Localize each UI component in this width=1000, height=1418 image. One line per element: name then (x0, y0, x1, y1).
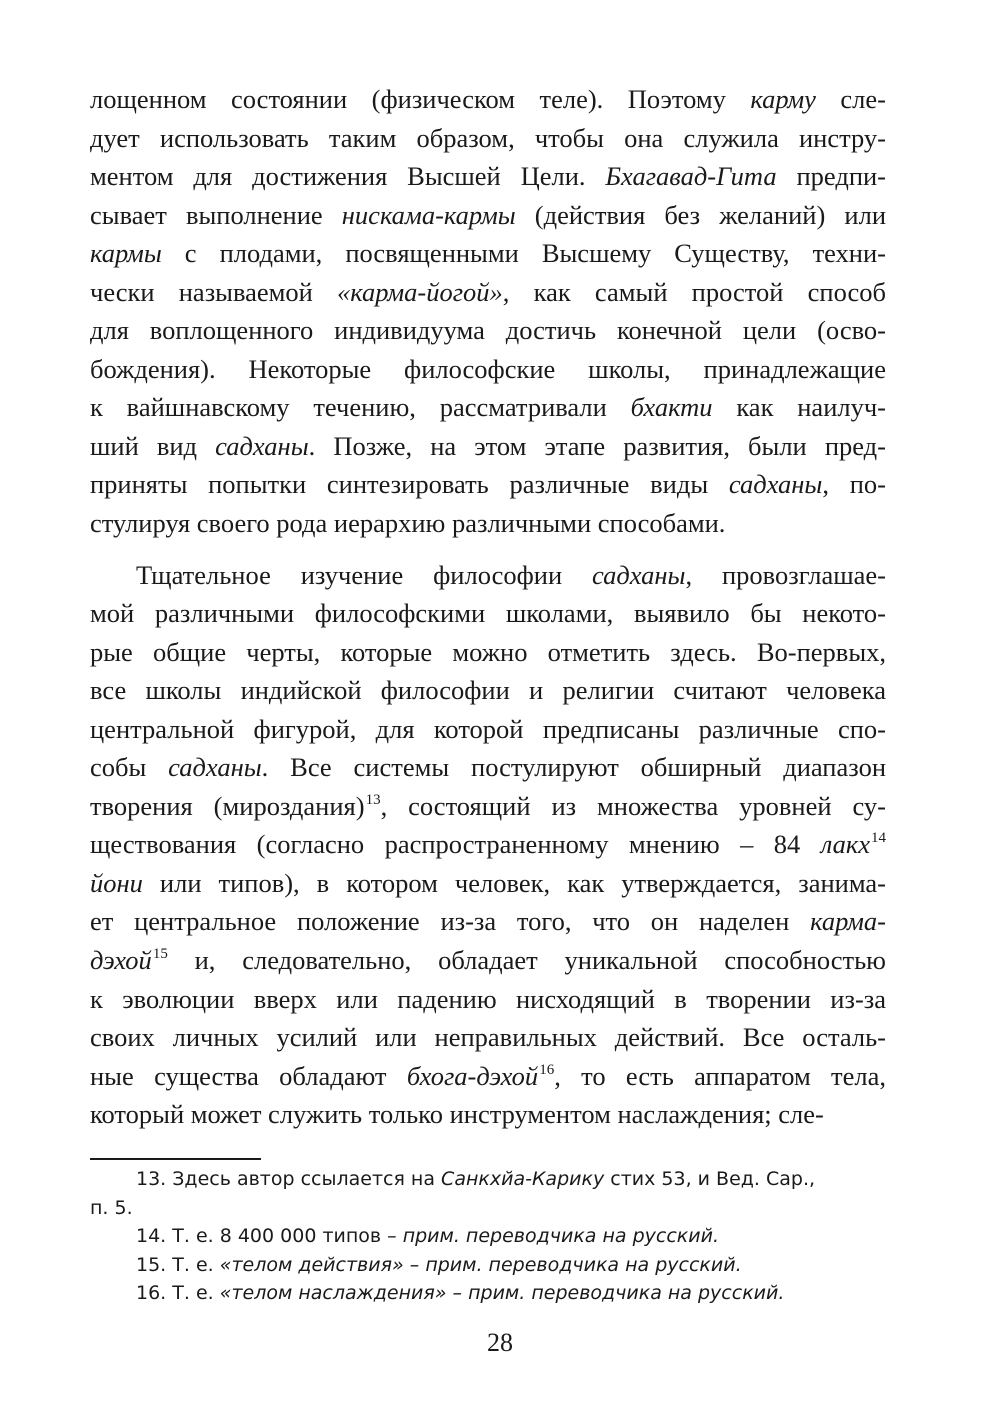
paragraph-1 (90, 80, 886, 543)
italic-term: йони (90, 867, 143, 898)
main-text (90, 80, 886, 1134)
paragraph-2 (90, 556, 886, 1134)
text-line: ментом для достижения Высшей Цели. Бхагавад-Гита предпи- (90, 161, 886, 192)
text-line: бождения). Некоторые философские школы, принадлежащие (90, 353, 886, 384)
footnote-separator (90, 1158, 261, 1160)
text-line: ществования (согласно распространенному мнению – 84 лакх$^{14}$ (90, 829, 886, 860)
italic-term: лакх (820, 829, 870, 860)
text-line: лощенном состоянии (физическом теле). Поэтому карму сле- (90, 84, 886, 114)
italic-term: «телом наслаждения» – прим. переводчика на русский. (219, 1282, 785, 1304)
text-line: своих личных усилий или неправильных действий. Все осталь- (90, 1022, 886, 1053)
text-line: к эволюции вверх или падению нисходящий в творении из-за (90, 983, 886, 1014)
italic-term: садханы (215, 430, 309, 461)
text-line: йони или типов), в котором человек, как утверждается, занима- (90, 867, 886, 898)
text-line: сывает выполнение нискама-кармы (действия без желаний) или (90, 199, 886, 230)
text-line: мой различными философскими школами, выявило бы некото- (90, 598, 886, 629)
footnote-reference: 14 (871, 830, 886, 847)
text-line: Тщательное изучение философии садханы, провозглашае- (136, 559, 886, 590)
footnote-line: 14. Т. е. 8 400 000 типов – прим. переводчика на русский. (136, 1225, 719, 1247)
text-line: для воплощенного индивидуума достичь конечной цели (осво- (90, 315, 886, 346)
footnote-line: п. 5. (90, 1196, 133, 1219)
text-line: к вайшнавскому течению, рассматривали бхакти как наилуч- (90, 392, 886, 423)
page-number: 28 (487, 1328, 513, 1357)
italic-term: карма- (810, 906, 886, 937)
text-line: который может служить только инструментом наслаждения; сле- (90, 1099, 824, 1130)
footnotes (90, 1165, 886, 1308)
italic-term: дэхой (90, 945, 152, 976)
italic-term: Санкхйа-Карику (441, 1168, 605, 1190)
text-line: все школы индийской философии и религии считают человека (90, 675, 886, 706)
footnote-reference: 15 (152, 946, 168, 963)
text-line: дэхой$^{15}$ и, следовательно, обладает уникальной способностью (90, 945, 886, 976)
text-line: чески называемой «карма-йогой», как самый простой способ (90, 276, 886, 307)
italic-term: садханы (728, 469, 823, 500)
italic-term: бхакти (630, 392, 713, 423)
footnote-line: 16. Т. е. «телом наслаждения» – прим. переводчика на русский. (136, 1282, 785, 1304)
italic-term: «карма-йогой» (337, 276, 503, 307)
footnote-line: 15. Т. е. «телом действия» – прим. переводчика на русский. (136, 1253, 742, 1276)
text-line: центральной фигурой, для которой предписаны различные спо- (90, 713, 886, 744)
italic-term: кармы (90, 238, 162, 269)
italic-term: нискама-кармы (341, 199, 516, 230)
paragraph-gap (90, 543, 886, 556)
text-line: ет центральное положение из-за того, что он наделен карма- (90, 906, 886, 937)
italic-term: садханы (168, 752, 262, 783)
italic-term: бхога-дэхой (406, 1060, 539, 1091)
text-line: собы садханы. Все системы постулируют обширный диапазон (90, 752, 886, 783)
text-line: приняты попытки синтезировать различные виды садханы, по- (90, 469, 886, 500)
italic-term: прим. переводчика на русский. (402, 1225, 719, 1247)
text-line: творения (мироздания)$^{13}$, состоящий из множества уровней су- (90, 790, 886, 821)
text-line: кармы с плодами, посвященными Высшему Существу, техни- (90, 238, 886, 269)
footnote-reference: 13 (365, 791, 381, 808)
italic-term: Бхагавад-Гита (605, 161, 777, 192)
text-line: дует использовать таким образом, чтобы она служила инстру- (90, 122, 886, 153)
text-line: рые общие черты, которые можно отметить здесь. Во-первых, (90, 636, 886, 667)
italic-term: карму (750, 84, 816, 114)
text-line: ший вид садханы. Позже, на этом этапе развития, были пред- (90, 430, 886, 461)
text-line: стулируя своего рода иерархию различными способами. (90, 508, 726, 539)
footnote-line: 13. Здесь автор ссылается на Санкхйа-Карику стих 53, и Вед. Сар., (136, 1168, 816, 1190)
text-line: ные существа обладают бхога-дэхой$^{16}$, то есть аппаратом тела, (90, 1060, 886, 1091)
footnote-reference: 16 (539, 1061, 555, 1078)
italic-term: садханы (592, 559, 686, 590)
italic-term: «телом действия» – прим. переводчика на русский. (219, 1253, 742, 1276)
